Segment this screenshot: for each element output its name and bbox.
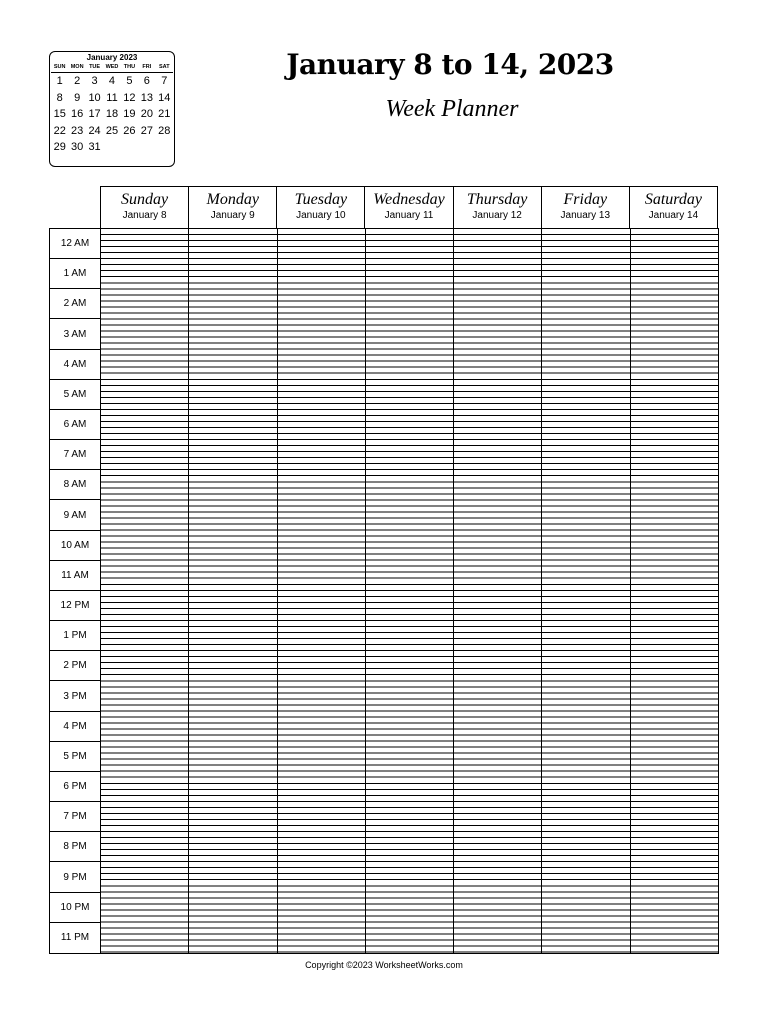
hour-label: 4 PM (50, 712, 100, 742)
day-date: January 8 (122, 210, 167, 221)
hour-label: 7 PM (50, 802, 100, 832)
hour-label: 8 PM (50, 832, 100, 862)
hour-label: 3 PM (50, 682, 100, 712)
day-header-saturday (629, 187, 717, 228)
mini-calendar-day: 19 (123, 108, 136, 120)
mini-calendar-days (51, 73, 173, 156)
hour-label: 8 AM (50, 470, 100, 500)
mini-calendar-day: 8 (56, 91, 63, 104)
mini-calendar-day: 26 (123, 124, 136, 137)
hour-label: 4 AM (50, 350, 100, 380)
day-date: January 11 (384, 210, 434, 221)
day-name: Thursday (466, 191, 528, 208)
hour-label: 9 PM (50, 863, 100, 893)
page-subtitle: Week Planner (385, 96, 519, 122)
mini-calendar-day: 31 (88, 141, 101, 153)
mini-calendar-weekday: TUE (89, 64, 101, 70)
day-name: Saturday (644, 191, 702, 208)
mini-calendar-weekday: WED (105, 64, 119, 70)
mini-calendar-day: 29 (53, 141, 66, 153)
mini-calendar-day: 27 (140, 124, 153, 137)
hour-label: 3 AM (50, 320, 100, 350)
mini-calendar-day: 22 (53, 124, 66, 137)
hour-label: 2 PM (50, 651, 100, 681)
hour-label: 1 AM (50, 259, 100, 289)
hour-label: 6 PM (50, 772, 100, 802)
time-column (50, 229, 101, 953)
hour-label: 7 AM (50, 440, 100, 470)
mini-calendar-day: 11 (106, 91, 118, 104)
day-header-wednesday (364, 187, 452, 228)
mini-calendar-day: 7 (161, 75, 168, 87)
day-date: January 14 (648, 210, 699, 221)
mini-calendar-weekdays (51, 63, 173, 73)
mini-calendar-day: 9 (74, 91, 81, 104)
mini-calendar-day: 30 (71, 141, 84, 153)
mini-calendar-day: 15 (53, 108, 66, 120)
hour-label: 6 AM (50, 410, 100, 440)
mini-calendar-day: 18 (105, 108, 119, 120)
mini-calendar-day: 4 (108, 75, 116, 87)
mini-calendar-day: 13 (140, 91, 153, 104)
mini-calendar-weekday: SUN (53, 64, 66, 70)
day-header-friday (541, 187, 629, 228)
hour-label: 11 PM (60, 932, 90, 944)
day-columns (101, 229, 718, 953)
day-column-sunday[interactable] (101, 229, 188, 953)
day-date: January 12 (472, 210, 522, 221)
mini-calendar-weekday: FRI (142, 64, 152, 70)
day-date: January 13 (560, 210, 611, 221)
mini-calendar-day: 23 (71, 124, 84, 137)
page-title: January 8 to 14, 2023 (286, 48, 614, 81)
day-header-thursday (453, 187, 541, 228)
mini-calendar-day: 6 (143, 75, 150, 87)
day-header-sunday (101, 187, 188, 228)
day-column-thursday[interactable] (453, 229, 541, 953)
day-column-wednesday[interactable] (365, 229, 453, 953)
mini-calendar-day: 28 (158, 124, 171, 137)
mini-calendar-day: 20 (140, 108, 153, 120)
hour-label: 12 AM (50, 229, 100, 259)
mini-calendar-day: 25 (105, 124, 119, 137)
day-column-tuesday[interactable] (277, 229, 365, 953)
hour-label: 9 AM (50, 501, 100, 531)
mini-calendar-weekday: MON (70, 64, 84, 70)
mini-calendar-day: 17 (88, 108, 101, 120)
hour-label: 10 AM (50, 531, 100, 561)
day-column-saturday[interactable] (630, 229, 718, 953)
mini-calendar-day: 14 (158, 91, 171, 104)
mini-calendar-day: 12 (123, 91, 136, 104)
mini-calendar-day: 24 (88, 124, 101, 137)
hour-label: 2 AM (50, 289, 100, 319)
mini-calendar-day: 1 (56, 75, 63, 87)
hour-label: 1 PM (50, 621, 100, 651)
mini-calendar-weekday: SAT (158, 64, 170, 70)
mini-calendar-weekday: THU (123, 64, 136, 70)
day-header-monday (188, 187, 276, 228)
day-name: Wednesday (373, 191, 445, 208)
mini-calendar-day: 21 (158, 108, 171, 120)
mini-calendar (49, 51, 175, 167)
hour-label: 5 PM (50, 742, 100, 772)
day-name: Friday (563, 191, 608, 208)
mini-calendar-day: 16 (71, 108, 84, 120)
day-column-monday[interactable] (188, 229, 276, 953)
mini-calendar-day: 2 (74, 75, 81, 87)
hour-label: 5 AM (50, 380, 100, 410)
copyright-text: Copyright ©2023 WorksheetWorks.com (305, 960, 463, 970)
planner-body (49, 228, 719, 954)
hour-label: 11 AM (50, 561, 100, 591)
day-name: Tuesday (294, 191, 348, 208)
day-name: Sunday (121, 191, 169, 208)
mini-calendar-day: 5 (126, 75, 133, 87)
day-date: January 9 (210, 210, 255, 221)
mini-calendar-day: 3 (91, 75, 98, 87)
day-header-tuesday (276, 187, 364, 228)
mini-calendar-day: 10 (88, 91, 101, 104)
day-header-row (100, 186, 718, 228)
day-column-friday[interactable] (541, 229, 629, 953)
day-date: January 10 (296, 210, 346, 221)
hour-label: 12 PM (50, 591, 100, 621)
mini-calendar-title: January 2023 (86, 53, 138, 62)
day-name: Monday (206, 191, 259, 208)
hour-label: 10 PM (50, 893, 100, 923)
week-planner-grid (49, 186, 719, 954)
